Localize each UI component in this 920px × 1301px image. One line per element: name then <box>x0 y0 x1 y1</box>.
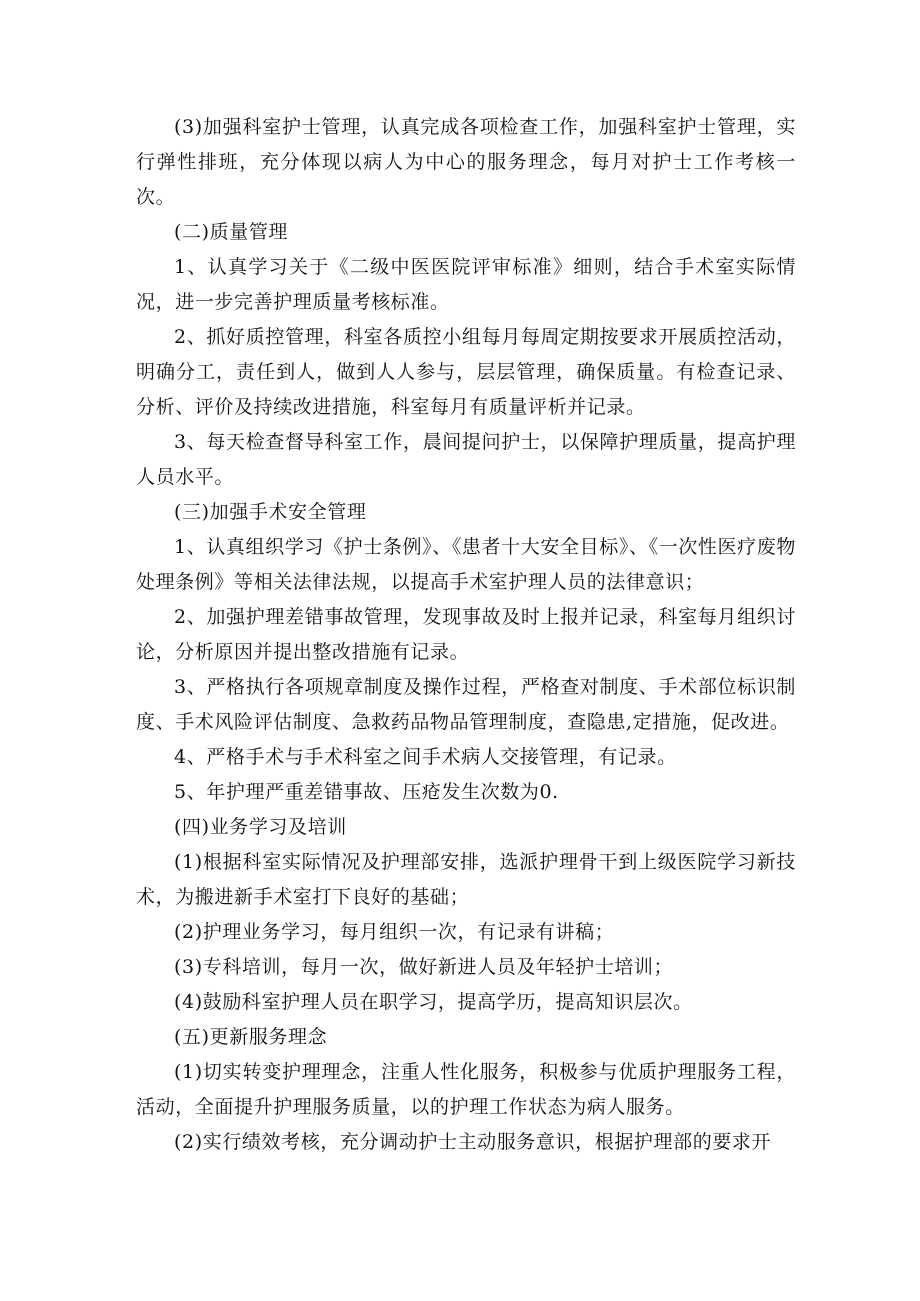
paragraph-service-2: (2)实行绩效考核，充分调动护士主动服务意识，根据护理部的要求开 <box>174 1131 772 1153</box>
paragraph-training-2: (2)护理业务学习，每月组织一次，有记录有讲稿； <box>174 921 615 943</box>
paragraph-nurse-management: (3)加强科室护士管理，认真完成各项检查工作，加强科室护士管理，实行弹性排班，充分体现以病人为中心的服务理念，每月对护士工作考核一次。 <box>136 116 796 208</box>
paragraph-training-3: (3)专科培训，每月一次，做好新进人员及年轻护士培训； <box>174 956 674 978</box>
paragraph-safety-2: 2、加强护理差错事故管理，发现事故及时上报并记录，科室每月组织讨论，分析原因并提出整改措施有记录。 <box>136 606 796 663</box>
section-heading-training: (四)业务学习及培训 <box>174 816 347 838</box>
paragraph-safety-4: 4、严格手术与手术科室之间手术病人交接管理，有记录。 <box>174 746 677 768</box>
section-heading-service-concept: (五)更新服务理念 <box>174 1026 328 1048</box>
paragraph-quality-1: 1、认真学习关于《二级中医医院评审标准》细则，结合手术室实际情况，进一步完善护理质量考核标准。 <box>136 256 796 313</box>
paragraph-safety-5: 5、年护理严重差错事故、压疮发生次数为0. <box>174 781 559 803</box>
paragraph-service-1: (1)切实转变护理理念，注重人性化服务，积极参与优质护理服务工程，活动，全面提升护理服务质量，以的护理工作状态为病人服务。 <box>136 1061 796 1118</box>
paragraph-quality-2: 2、抓好质控管理，科室各质控小组每月每周定期按要求开展质控活动，明确分工，责任到人，做到人人参与，层层管理，确保质量。有检查记录、分析、评价及持续改进措施，科室每月有质量评析并记录。 <box>136 326 796 418</box>
paragraph-safety-1: 1、认真组织学习《护士条例》、《患者十大安全目标》、《一次性医疗废物处理条例》等相关法律法规，以提高手术室护理人员的法律意识； <box>136 536 796 593</box>
paragraph-training-4: (4)鼓励科室护理人员在职学习，提高学历，提高知识层次。 <box>174 991 693 1013</box>
paragraph-quality-3: 3、每天检查督导科室工作，晨间提问护士，以保障护理质量，提高护理人员水平。 <box>136 431 796 488</box>
document-body <box>136 110 796 1160</box>
section-heading-surgery-safety: (三)加强手术安全管理 <box>174 501 367 523</box>
paragraph-training-1: (1)根据科室实际情况及护理部安排，选派护理骨干到上级医院学习新技术，为搬进新手术室打下良好的基础； <box>136 851 796 908</box>
section-heading-quality-management: (二)质量管理 <box>174 221 289 243</box>
paragraph-safety-3: 3、严格执行各项规章制度及操作过程，严格查对制度、手术部位标识制度、手术风险评估制度、急救药品物品管理制度，查隐患,定措施，促改进。 <box>136 676 796 733</box>
